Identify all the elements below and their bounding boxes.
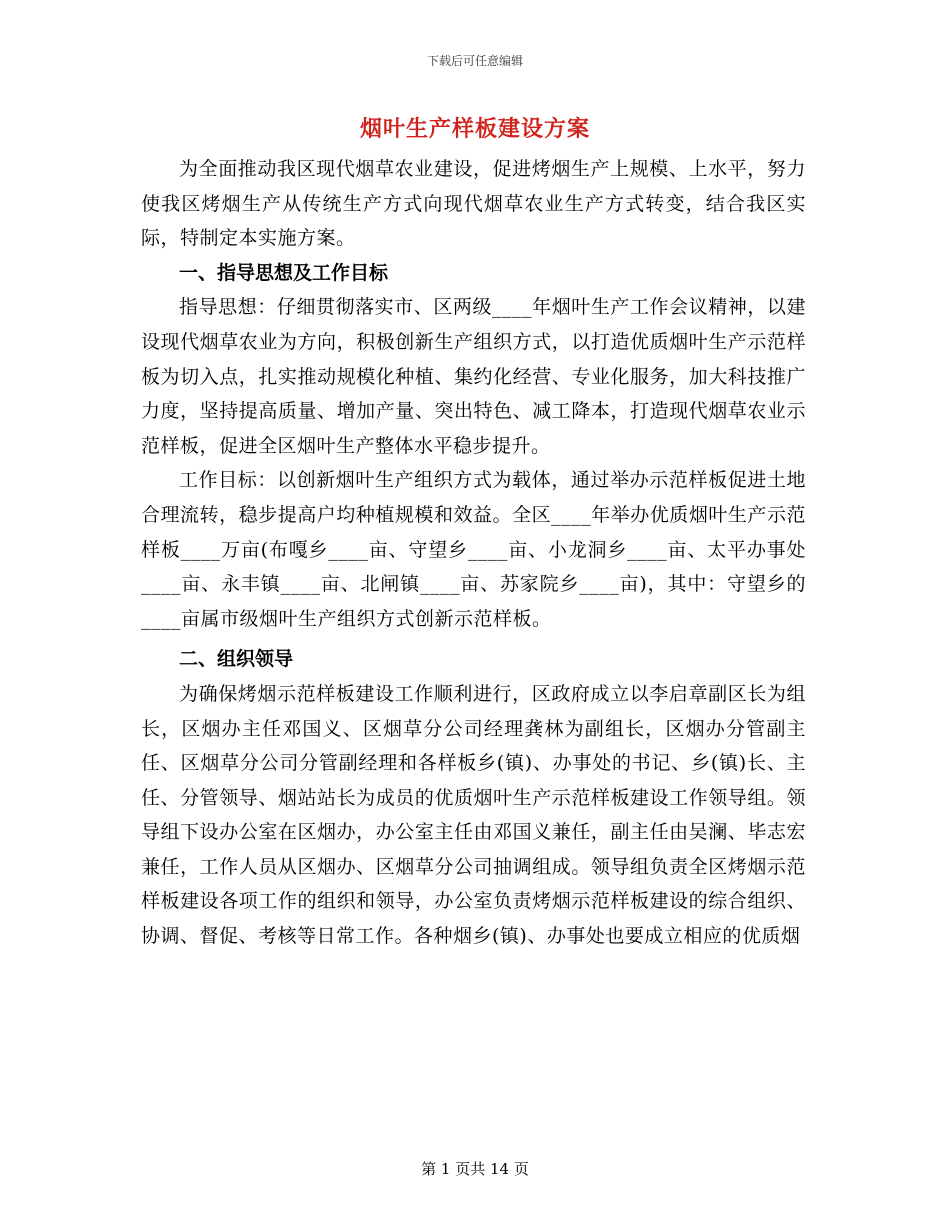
guiding-ideology-paragraph: 指导思想：仔细贯彻落实市、区两级____年烟叶生产工作会议精神，以建设现代烟草农业为方向，积极创新生产组织方式，以打造优质烟叶生产示范样板为切入点，扎实推动规模化种植、集约化经营、专业化服务，加大科技推广力度，坚持提高质量、增加产量、突出特色、减工降本，打造现代烟草农业示范样板，促进全区烟叶生产整体水平稳步提升。 bbox=[141, 296, 806, 457]
section-heading-1: 一、指导思想及工作目标 bbox=[179, 261, 389, 284]
header-note: 下载后可任意编辑 bbox=[426, 54, 523, 68]
organization-paragraph: 为确保烤烟示范样板建设工作顺利进行，区政府成立以李启章副区长为组长，区烟办主任邓国义、区烟草分公司经理龚林为副组长，区烟办分管副主任、区烟草分公司分管副经理和各样板乡(镇)、办事处的书记、乡(镇)长、主任、分管领导、烟站站长为成员的优质烟叶生产示范样板建设工作领导组。领导组下设办公室在区烟办，办公室主任由邓国义兼任，副主任由吴澜、毕志宏兼任，工作人员从区烟办、区烟草分公司抽调组成。领导组负责全区烤烟示范样板建设各项工作的组织和领导，办公室负责烤烟示范样板建设的综合组织、协调、督促、考核等日常工作。各种烟乡(镇)、办事处也要成立相应的优质烟 bbox=[141, 682, 806, 948]
intro-paragraph: 为全面推动我区现代烟草农业建设，促进烤烟生产上规模、上水平，努力使我区烤烟生产从传统生产方式向现代烟草农业生产方式转变，结合我区实际，特制定本实施方案。 bbox=[141, 158, 806, 250]
work-goal-paragraph: 工作目标：以创新烟叶生产组织方式为载体，通过举办示范样板促进土地合理流转，稳步提高户均种植规模和效益。全区____年举办优质烟叶生产示范样板____万亩(布嘎乡____亩、守望乡____亩、小龙洞乡____亩、太平办事处____亩、永丰镇____亩、北闸镇____亩、苏家院乡____亩)，其中：守望乡的____亩属市级烟叶生产组织方式创新示范样板。 bbox=[141, 469, 806, 630]
page-footer: 第 1 页共 14 页 bbox=[421, 1160, 529, 1178]
section-heading-2: 二、组织领导 bbox=[179, 648, 294, 671]
document-body bbox=[141, 152, 806, 954]
document-title: 烟叶生产样板建设方案 bbox=[359, 116, 590, 142]
